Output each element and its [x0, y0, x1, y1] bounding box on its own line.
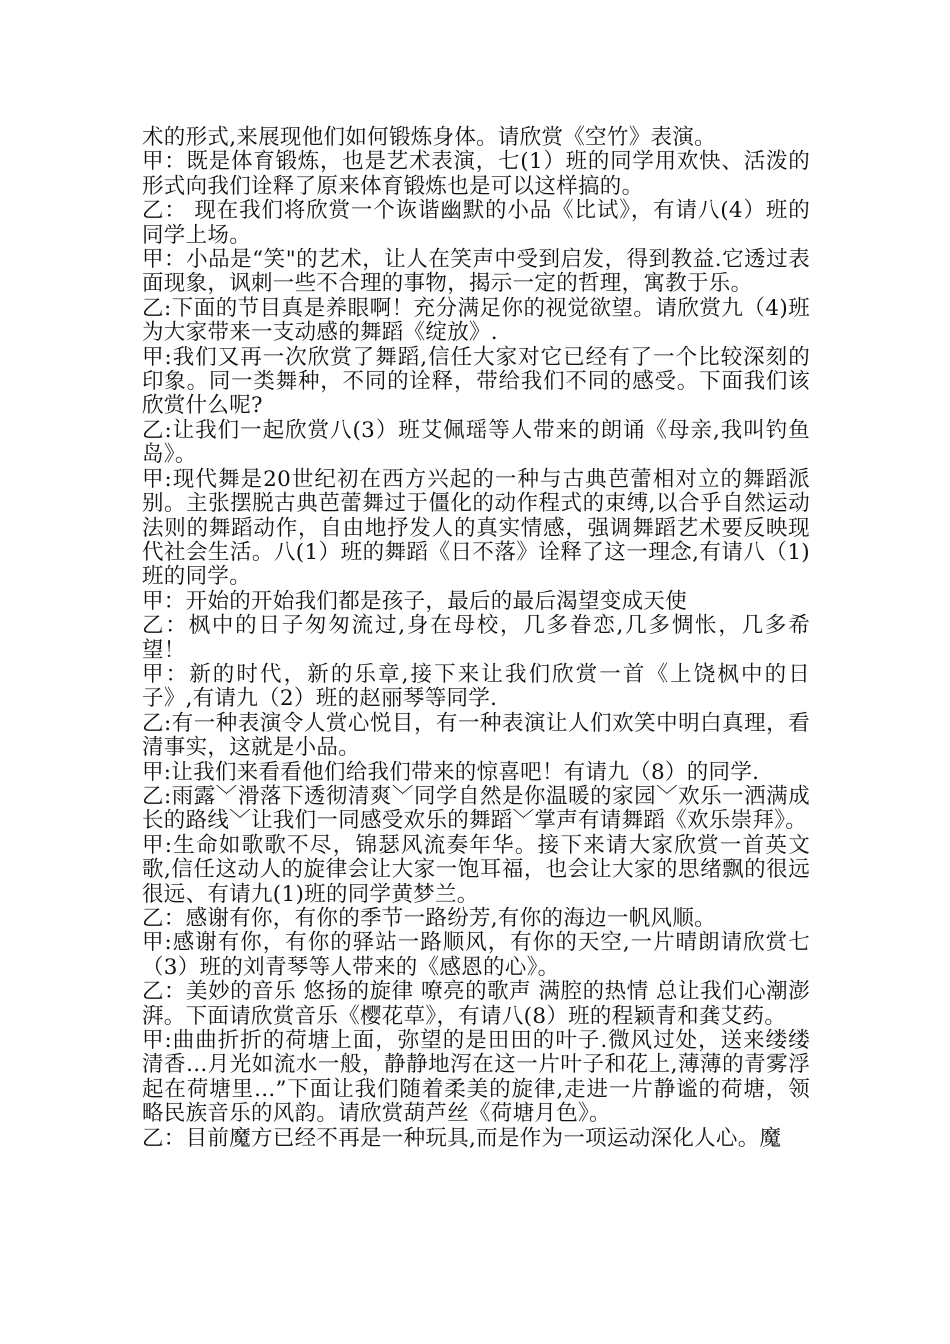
paragraph: 甲:感谢有你，有你的驿站一路顺风，有你的天空,一片晴朗请欣赏七（3）班的刘青琴等人带来的《感恩的心》。: [142, 930, 810, 980]
paragraph: 甲:让我们来看看他们给我们带来的惊喜吧！有请九（8）的同学.: [142, 759, 760, 785]
paragraph: 甲：小品是“笑"的艺术，让人在笑声中受到启发，得到教益.它透过表面现象，讽刺一些不合理的事物，揭示一定的哲理，寓教于乐。: [142, 247, 810, 297]
paragraph: 乙:下面的节目真是养眼啊！充分满足你的视觉欲望。请欣赏九（4)班为大家带来一支动感的舞蹈《绽放》.: [142, 295, 810, 346]
paragraph: 乙:雨露﹀滑落下透彻清爽﹀同学自然是你温暖的家园﹀欢乐一洒满成长的路线﹀让我们一同感受欢乐的舞蹈﹀掌声有请舞蹈《欢乐崇拜》。: [142, 783, 810, 834]
paragraph: 乙：目前魔方已经不再是一种玩具,而是作为一项运动深化人心。魔: [142, 1125, 782, 1151]
paragraph: 乙：感谢有你，有你的季节一路纷芳,有你的海边一帆风顺。: [142, 906, 716, 931]
paragraph: 甲：既是体育锻炼，也是艺术表演，七(1）班的同学用欢快、活泼的形式向我们诠释了原来体育锻炼也是可以这样搞的。: [142, 149, 810, 199]
paragraph: 乙：美妙的音乐 悠扬的旋律 嘹亮的歌声 满腔的热情 总让我们心潮澎湃。下面请欣赏音乐《樱花草》，有请八(8）班的程颖青和龚艾药。: [142, 979, 810, 1029]
paragraph: 乙:让我们一起欣赏八(3）班艾佩瑶等人带来的朗诵《母亲,我叫钓鱼岛》。: [142, 417, 810, 468]
paragraph: 甲:曲曲折折的荷塘上面，弥望的是田田的叶子.微风过处，送来缕缕清香...月光如流水一般，静静地泻在这一片叶子和花上,薄薄的青雾浮起在荷塘里...”下面让我们随着柔美的旋律,走进一片静谧的荷塘，领略民族音乐的风韵。请欣赏葫芦丝《荷塘月色》。: [142, 1028, 810, 1127]
document-page: [142, 126, 810, 1151]
paragraph: 甲:现代舞是20世纪初在西方兴起的一种与古典芭蕾相对立的舞蹈派别。主张摆脱古典芭蕾舞过于僵化的动作程式的束缚,以合乎自然运动法则的舞蹈动作，自由地抒发人的真实情感，强调舞蹈艺术要反映现代社会生活。八(1）班的舞蹈《日不落》诠释了这一理念,有请八（1)班的同学。: [142, 466, 810, 590]
paragraph: 甲:生命如歌歌不尽，锦瑟风流奏年华。接下来请大家欣赏一首英文歌,信任这动人的旋律会让大家一饱耳福，也会让大家的思绪飘的很远很远、有请九(1)班的同学黄梦兰。: [142, 832, 810, 907]
paragraph: 术的形式,来展现他们如何锻炼身体。请欣赏《空竹》表演。: [142, 125, 716, 150]
paragraph: 甲：开始的开始我们都是孩子，最后的最后渴望变成天使: [142, 588, 688, 614]
paragraph: 乙：枫中的日子匆匆流过,身在母校，几多眷恋,几多惆怅，几多希望！: [142, 613, 810, 663]
paragraph: 乙： 现在我们将欣赏一个诙谐幽默的小品《比试》，有请八(4）班的同学上场。: [142, 198, 810, 248]
paragraph: 甲:我们又再一次欣赏了舞蹈,信任大家对它已经有了一个比较深刻的印象。同一类舞种，不同的诠释，带给我们不同的感受。下面我们该欣赏什么呢?: [142, 344, 810, 419]
paragraph: 甲：新的时代，新的乐章,接下来让我们欣赏一首《上饶枫中的日子》,有请九（2）班的赵丽琴等同学.: [142, 661, 810, 712]
paragraph: 乙:有一种表演令人赏心悦目，有一种表演让人们欢笑中明白真理，看清事实，这就是小品。: [142, 710, 810, 761]
